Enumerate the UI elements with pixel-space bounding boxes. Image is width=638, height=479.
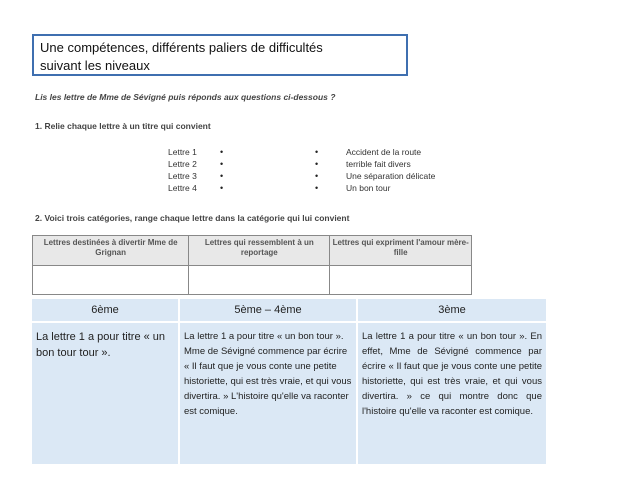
letter-item: Lettre 4 [168,183,197,193]
bullet-dot: • [220,171,224,181]
answer-5eme-4eme: La lettre 1 a pour titre « un bon tour ». Mme de Sévigné commence par écrire « Il faut que je vous conte une petite historiette, qui est très vraie, et qui vous divertira. » L'histoire qu'elle va raconter est comique. [179,322,357,464]
title-option: Un bon tour [346,183,391,193]
exercise-intro: Lis les lettre de Mme de Sévigné puis réponds aux questions ci-dessous ? [35,92,336,102]
letter-item: Lettre 2 [168,159,197,169]
slide-title-line-2: suivant les niveaux [40,58,150,73]
slide-title-line-1: Une compétences, différents paliers de difficultés [40,40,323,55]
right-bullets [315,146,318,194]
category-cell [189,266,330,295]
title-option: Une séparation délicate [346,171,436,181]
answer-3eme: La lettre 1 a pour titre « un bon tour ». En effet, Mme de Sévigné commence par écrire « Il faut que je vous conte une petite historiette, qui est très vraie, et qui vous divertira. » ce qui montre donc que l'histoire qu'elle va raconter est comique. [357,322,546,464]
title-options [346,146,435,194]
letter-item: Lettre 1 [168,147,197,157]
level-header-6eme: 6ème [32,299,179,322]
bullet-dot: • [315,171,319,181]
title-option: Accident de la route [346,147,422,157]
bullet-dot: • [220,147,224,157]
category-header: Lettres qui expriment l'amour mère-fille [330,236,472,266]
letter-item: Lettre 3 [168,171,197,181]
left-bullets [220,146,223,194]
letter-list [168,146,197,194]
level-header-3eme: 3ème [357,299,546,322]
levels-table [32,299,546,464]
category-header: Lettres qui ressemblent à un reportage [189,236,330,266]
slide-title-box [32,34,408,76]
bullet-dot: • [220,183,224,193]
question-1: 1. Relie chaque lettre à un titre qui convient [35,121,211,131]
category-header: Lettres destinées à divertir Mme de Grignan [33,236,189,266]
bullet-dot: • [315,159,319,169]
title-option: terrible fait divers [346,159,411,169]
category-cell [330,266,472,295]
question-2: 2. Voici trois catégories, range chaque lettre dans la catégorie qui lui convient [35,213,350,223]
bullet-dot: • [315,147,319,157]
bullet-dot: • [220,159,224,169]
bullet-dot: • [315,183,319,193]
category-cell [33,266,189,295]
level-header-5eme-4eme: 5ème – 4ème [179,299,357,322]
category-table [32,235,472,295]
answer-6eme: La lettre 1 a pour titre « un bon tour tour ». [36,331,166,359]
